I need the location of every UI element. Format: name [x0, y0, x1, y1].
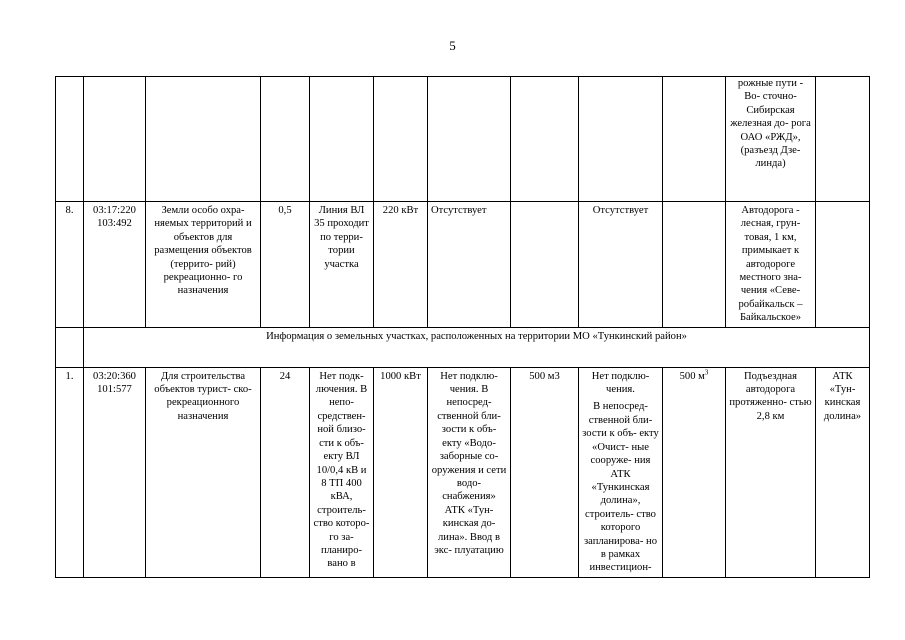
cell-empty: [56, 77, 84, 202]
cell-water-supply: [428, 367, 511, 577]
cell-empty: [374, 77, 428, 202]
cell-sewerage: Отсутствует: [579, 202, 663, 328]
cell-empty: [816, 77, 870, 202]
table-row-8: [56, 202, 870, 328]
access-road-text: рожные пути - Во- сточно- Сибирская железная до- рога ОАО «РЖД», (разъезд Дзе- линда): [730, 78, 811, 170]
cell-access-road: [726, 77, 816, 202]
cell-cadastral-number: 03:17:220 103:492: [84, 202, 146, 328]
cell-area: 24: [261, 367, 310, 577]
cell-zone: АТК «Тун- кинская долина»: [816, 367, 870, 577]
sewerage-detail-text: В непосред- ственной бли- зости к объ- екту «Очист- ные сооруже- ния АТК «Тункинская долина», строитель- ство которого запланирова- но в рамках инвестицион-: [582, 401, 659, 574]
cell-empty: [146, 77, 261, 202]
cell-power-capacity: 1000 кВт: [374, 367, 428, 577]
table-row-continuation: [56, 77, 870, 202]
cell-empty: [428, 77, 511, 202]
sewerage-capacity-value: 500 м: [679, 370, 705, 382]
sewerage-capacity-exponent: 3: [704, 368, 709, 377]
cell-sewerage: [579, 367, 663, 577]
cell-row-number: 8.: [56, 202, 84, 328]
cell-access-road: Подъездная автодорога протяженно- стью 2,8 км: [726, 367, 816, 577]
cell-sewerage-capacity: [663, 367, 726, 577]
cell-empty: [261, 77, 310, 202]
land-plots-table: [55, 76, 870, 578]
cell-empty: [310, 77, 374, 202]
cell-water-capacity: 500 м3: [511, 367, 579, 577]
cell-empty: [663, 202, 726, 328]
cell-power-line: [310, 367, 374, 577]
page-number: 5: [449, 38, 456, 53]
cell-power-line: Линия ВЛ 35 проходит по терри- тории участка: [310, 202, 374, 328]
power-line-text: Нет подк- лючения. В непо- средствен- ной близо- сти к объ- екту ВЛ 10/0,4 кВ и 8 ТП 400 кВА, строитель- ство которо- го за- планиро- вано в: [313, 370, 370, 570]
cell-access-road: Автодорога - лесная, грун- товая, 1 км, примыкает к автодороге местного зна- чения «Севе- робайкальск – Байкальское»: [726, 202, 816, 328]
cell-empty: [579, 77, 663, 202]
cell-empty: [511, 77, 579, 202]
sewerage-text: Нет подклю- чения.: [591, 370, 650, 396]
cell-empty: [84, 77, 146, 202]
cell-row-number: 1.: [56, 367, 84, 577]
cell-purpose: Для строительства объектов турист- ско-рекреационного назначения: [146, 367, 261, 577]
cell-purpose: Земли особо охра- няемых территорий и объектов для размещения объектов (террито- рий) рекреационно- го назначения: [146, 202, 261, 328]
cell-water-supply: Отсутствует: [428, 202, 511, 328]
cell-cadastral-number: 03:20:360 101:577: [84, 367, 146, 577]
section-header: Информация о земельных участках, расположенных на территории МО «Тункинский район»: [84, 327, 870, 367]
table-row-1: [56, 367, 870, 577]
cell-empty: [663, 77, 726, 202]
cell-power-capacity: 220 кВт: [374, 202, 428, 328]
cell-area: 0,5: [261, 202, 310, 328]
water-supply-text: Нет подклю- чения. В непосред- ственной бли- зости к объ- екту «Водо- заборные со- оружения и сети водо- снабжения» АТК «Тун- кинская до- лина». Ввод в экс- плуатацию: [431, 370, 507, 556]
cell-empty: [511, 202, 579, 328]
sewerage-wrap: [582, 370, 659, 575]
cell-empty: [56, 327, 84, 367]
cell-empty: [816, 202, 870, 328]
table-row-section: [56, 327, 870, 367]
